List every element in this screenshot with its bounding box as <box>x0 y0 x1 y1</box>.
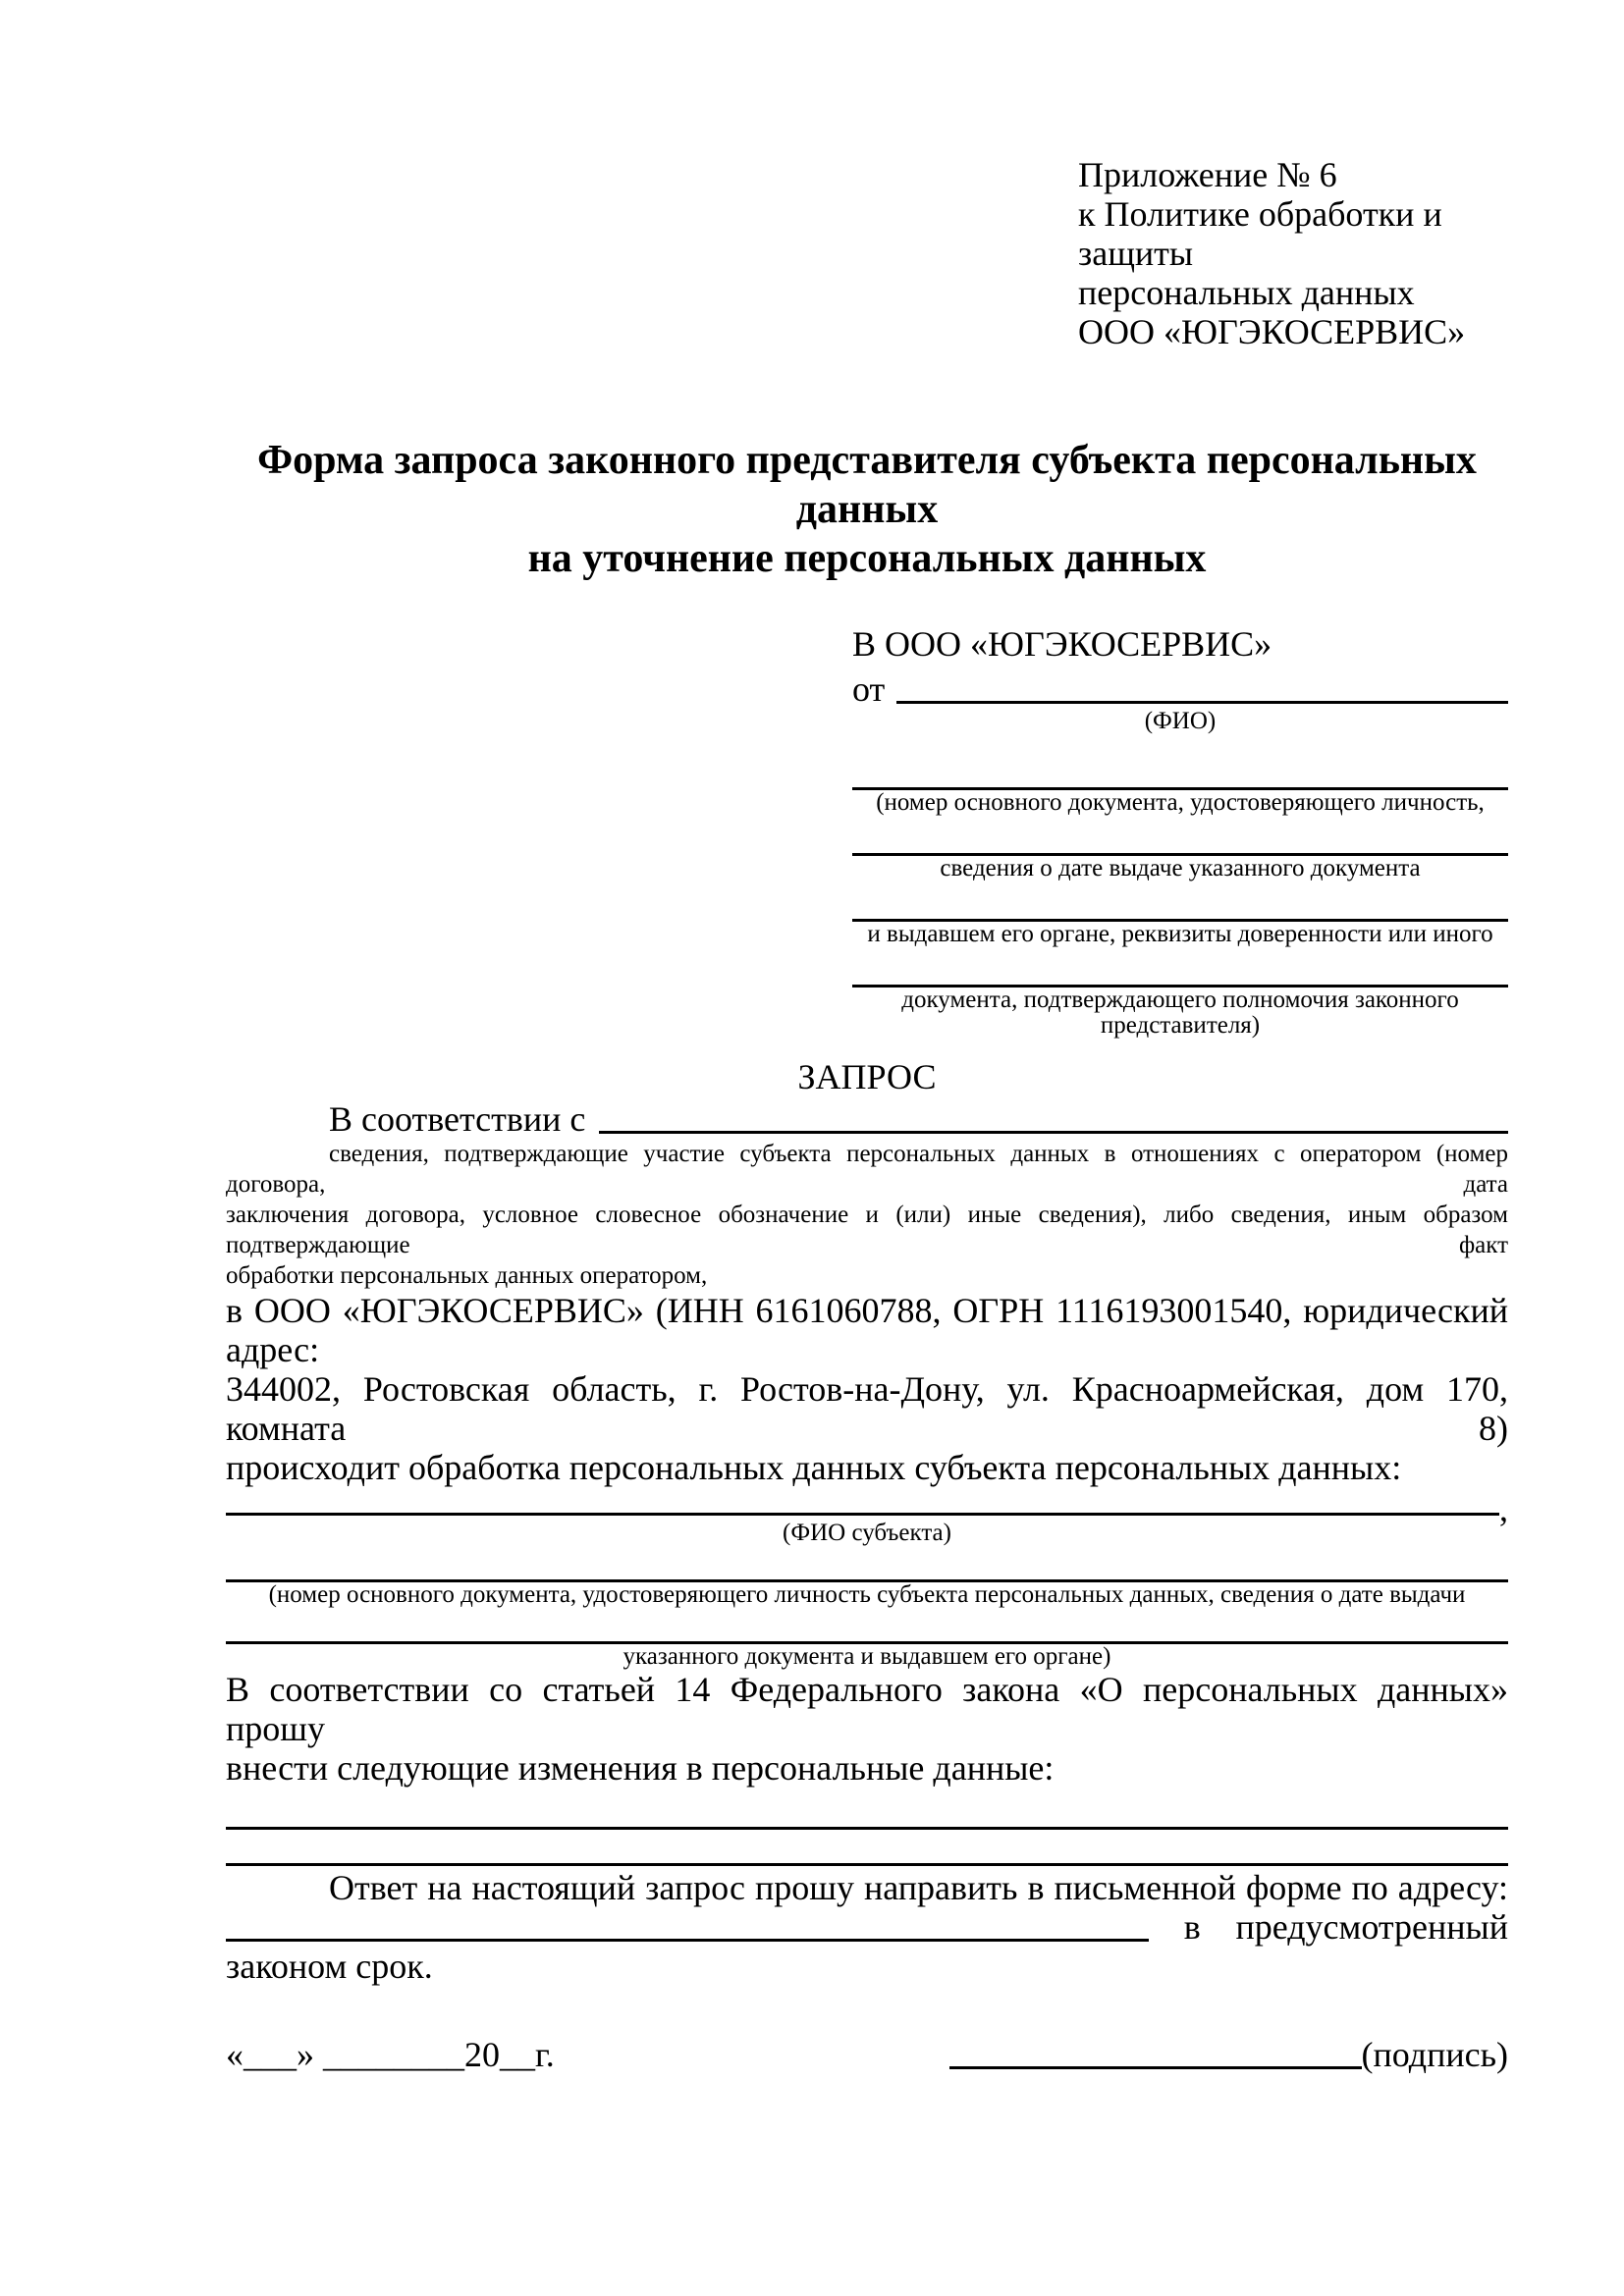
subject-fio-caption: (ФИО субъекта) <box>783 1520 951 1546</box>
authority-doc-caption: документа, подтверждающего полномочия законного представителя) <box>901 987 1459 1039</box>
annex-line: Приложение № 6 <box>1078 155 1337 194</box>
law-paragraph <box>226 1670 1508 1788</box>
issuer-blank-line <box>852 881 1508 922</box>
annex-line: персональных данных <box>1078 273 1415 312</box>
answer-line-1: Ответ на настоящий запрос прошу направить в письменной форме по адресу: <box>329 1868 1508 1907</box>
identity-doc-blank-line <box>852 750 1508 790</box>
answer-address-row <box>226 1907 1508 1947</box>
answer-word: в <box>1183 1907 1201 1947</box>
from-blank-line <box>896 701 1508 704</box>
addressee-org: В ООО «ЮГЭКОСЕРВИС» <box>852 624 1272 664</box>
footnote-line: заключения договора, условное словесное обозначение и (или) иные сведения), либо сведения, иным образом подтверждающие факт <box>226 1201 1508 1258</box>
annex-line: к Политике обработки и защиты <box>1078 194 1442 273</box>
operator-line: в ООО «ЮГЭКОСЕРВИС» (ИНН 6161060788, ОГРН 1116193001540, юридический адрес: <box>226 1291 1508 1369</box>
footnote-block <box>226 1139 1508 1291</box>
law-line: внести следующие изменения в персональные данные: <box>226 1748 1055 1788</box>
subject-name-blank-line <box>226 1513 1499 1516</box>
issue-date-caption: сведения о дате выдаче указанного документа <box>940 855 1421 881</box>
subject-name-row <box>226 1487 1508 1528</box>
answer-line-3: законом срок. <box>226 1947 433 1986</box>
subject-doc-caption: (номер основного документа, удостоверяющего личность субъекта персональных данных, сведения о дате выдачи <box>268 1581 1466 1608</box>
subject-doc-issuer-caption: указанного документа и выдавшем его органе) <box>623 1643 1111 1670</box>
date-blank: «___» ________20__г. <box>226 2035 555 2074</box>
footnote-line: сведения, подтверждающие участие субъекта персональных данных в отношениях с оператором (номер договора, дата <box>226 1141 1508 1198</box>
addressee-block <box>852 622 1508 1039</box>
signature-blank-line <box>949 2066 1362 2069</box>
authority-doc-blank-line <box>852 947 1508 988</box>
from-field-row <box>852 666 1508 709</box>
document-title <box>226 436 1508 583</box>
law-line: В соответствии со статьей 14 Федерального закона «О персональных данных» прошу <box>226 1670 1508 1748</box>
operator-line: происходит обработка персональных данных субъекта персональных данных: <box>226 1448 1402 1487</box>
request-heading: ЗАПРОС <box>797 1057 937 1096</box>
spacer <box>852 734 1508 750</box>
signature-group <box>949 2035 1508 2074</box>
operator-line: 344002, Ростовская область, г. Ростов-на-Дону, ул. Красноармейская, дом 170, комната 8) <box>226 1369 1508 1448</box>
identity-doc-caption: (номер основного документа, удостоверяющего личность, <box>876 789 1485 816</box>
subject-name-comma: , <box>1499 1489 1508 1528</box>
signature-caption: (подпись) <box>1361 2035 1508 2074</box>
fio-caption: (ФИО) <box>1144 708 1217 734</box>
from-label: от <box>852 669 886 709</box>
intro-row <box>226 1097 1508 1139</box>
issuer-caption: и выдавшем его органе, реквизиты доверенности или иного <box>867 921 1493 947</box>
subject-doc-blank-line <box>226 1546 1508 1582</box>
document-title-line: Форма запроса законного представителя субъекта персональных данных <box>257 438 1477 532</box>
intro-label: В соответствии с <box>329 1099 586 1139</box>
changes-blank-line-1 <box>226 1788 1508 1830</box>
annex-header-block <box>1078 155 1508 351</box>
changes-blank-line-2 <box>226 1830 1508 1866</box>
answer-word: предусмотренный <box>1235 1907 1508 1947</box>
document-content <box>226 155 1508 2074</box>
intro-blank-line <box>599 1131 1508 1134</box>
annex-line: ООО «ЮГЭКОСЕРВИС» <box>1078 312 1466 351</box>
subject-doc-issuer-blank-line <box>226 1608 1508 1644</box>
issue-date-blank-line <box>852 816 1508 856</box>
footnote-line: обработки персональных данных оператором, <box>226 1262 708 1289</box>
address-blank-line <box>226 1939 1149 1942</box>
operator-paragraph <box>226 1291 1508 1487</box>
document-title-line: на уточнение персональных данных <box>527 536 1207 581</box>
date-signature-row <box>226 2035 1508 2074</box>
